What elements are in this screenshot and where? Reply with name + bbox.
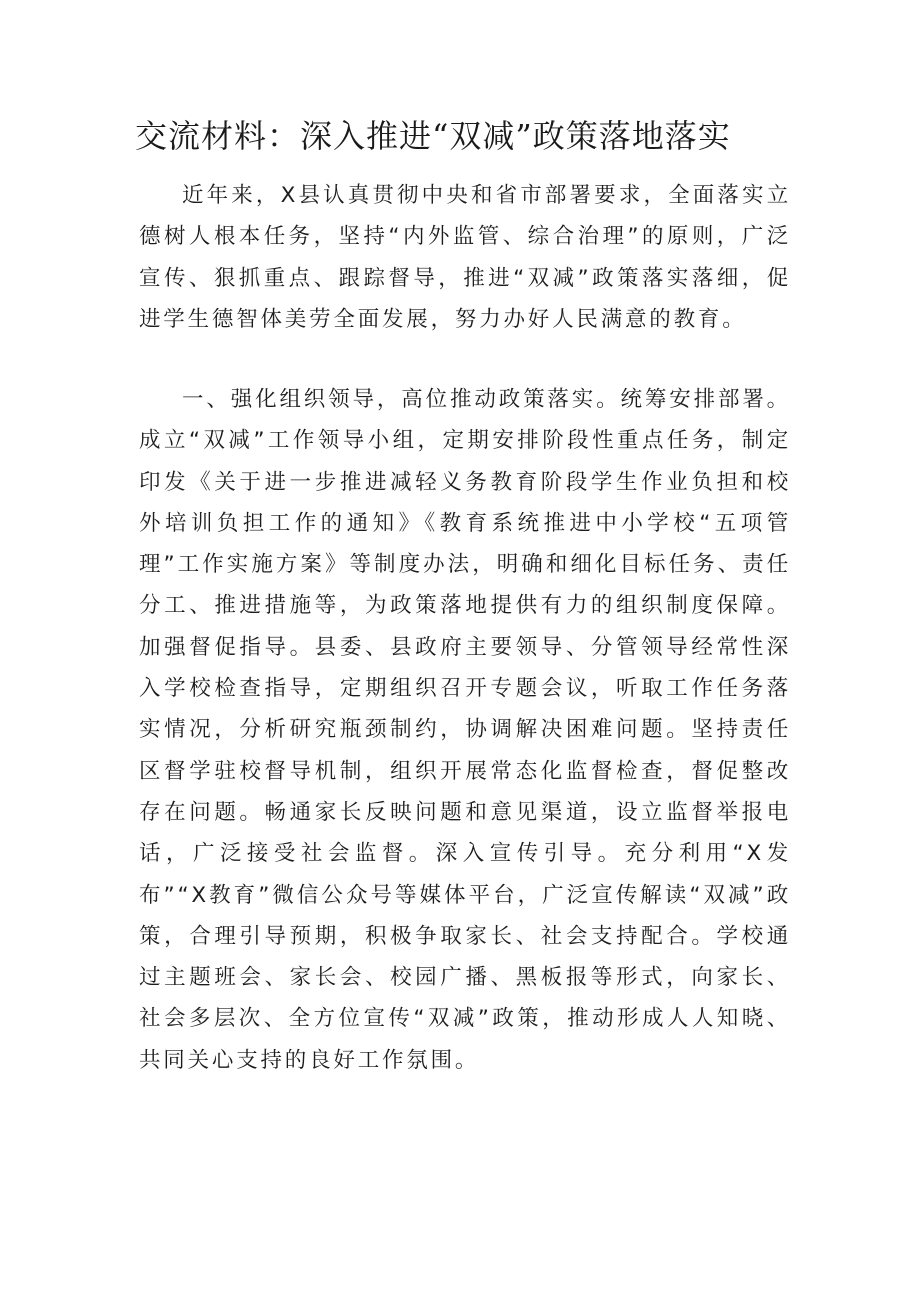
document-title: 交流材料：深入推进“双减”政策落地落实 <box>135 117 731 155</box>
paragraph-intro: 近年来，X县认真贯彻中央和省市部署要求，全面落实立德树人根本任务，坚持“内外监管、综合治理”的原则，广泛宣传、狠抓重点、跟踪督导，推进“双减”政策落实落细，促进学生德智体美劳全面发展，努力办好人民满意的教育。 <box>139 183 791 332</box>
paragraph-section-one: 一、强化组织领导，高位推动政策落实。统筹安排部署。成立“双减”工作领导小组，定期安排阶段性重点任务，制定印发《关于进一步推进减轻义务教育阶段学生作业负担和校外培训负担工作的通知》《教育系统推进中小学校“五项管理”工作实施方案》等制度办法，明确和细化目标任务、责任分工、推进措施等，为政策落地提供有力的组织制度保障。加强督促指导。县委、县政府主要领导、分管领导经常性深入学校检查指导，定期组织召开专题会议，听取工作任务落实情况，分析研究瓶颈制约，协调解决困难问题。坚持责任区督学驻校督导机制，组织开展常态化监督检查，督促整改存在问题。畅通家长反映问题和意见渠道，设立监督举报电话，广泛接受社会监督。深入宣传引导。充分利用“X发布”“X教育”微信公众号等媒体平台，广泛宣传解读“双减”政策，合理引导预期，积极争取家长、社会支持配合。学校通过主题班会、家长会、校园广播、黑板报等形式，向家长、社会多层次、全方位宣传“双减”政策，推动形成人人知晓、共同关心支持的良好工作氛围。 <box>139 387 791 1073</box>
